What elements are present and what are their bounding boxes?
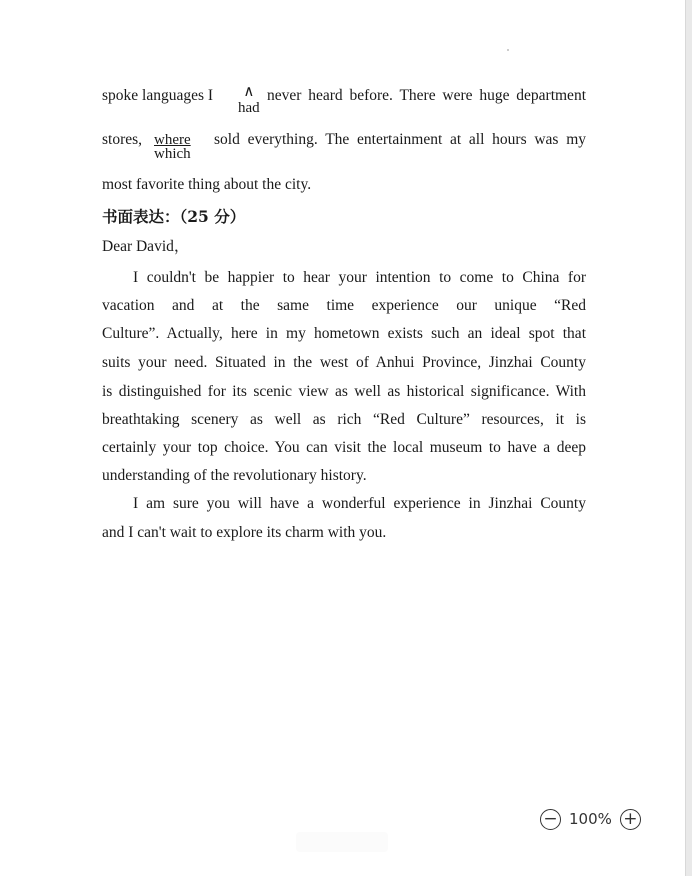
salutation: Dear David， [102,238,190,255]
caret-symbol: ∧ [243,84,255,100]
para2-line: I am sure you will have a wonderful experience in Jinzhai County [133,495,586,512]
replacement-word: which [154,146,191,162]
minus-icon: − [543,808,558,829]
correction-line-3 [102,175,311,195]
underlined-word: where [154,132,191,148]
para1-line: Culture”. Actually, here in my hometown exists such an ideal spot that [102,325,586,342]
viewer-scrollbar-track[interactable] [685,0,692,876]
zoom-controls [540,806,641,832]
page-navigation-bar[interactable] [296,832,388,852]
para2-line: and I can't wait to explore its charm with you. [102,524,387,541]
corrected-word: most [102,176,133,193]
para1-line: I couldn't be happier to hear your intention to come to China for [133,269,586,286]
para1-line: vacation and at the same time experience our unique “Red [102,297,586,314]
inserted-word: had [238,100,260,116]
zoom-level: 100% [569,810,612,828]
zoom-out-button[interactable] [540,809,561,830]
line2-after: sold everything. The entertainment at all hours was my [214,131,586,148]
section-heading: 书面表达：（25 分） [102,207,246,226]
para1-line: is distinguished for its scenic view as well as historical significance. With [102,383,586,400]
page-speck [507,49,509,51]
line1-before: spoke languages I [102,87,214,104]
line2-before: stores, [102,131,143,148]
line1-after: never heard before. There were huge department [267,87,586,104]
plus-icon: + [623,808,638,829]
insertion-mark [238,84,260,116]
replacement-mark [154,130,191,162]
para1-line: certainly your top choice. You can visit the local museum to have a deep [102,439,586,456]
para1-line: suits your need. Situated in the west of Anhui Province, Jinzhai County [102,354,586,371]
correction-line-1 [102,86,213,106]
line3-after: favorite thing about the city. [136,176,312,193]
para1-line: understanding of the revolutionary history. [102,467,367,484]
zoom-in-button[interactable] [620,809,641,830]
para1-line: breathtaking scenery as well as rich “Red Culture” resources, it is [102,411,586,428]
